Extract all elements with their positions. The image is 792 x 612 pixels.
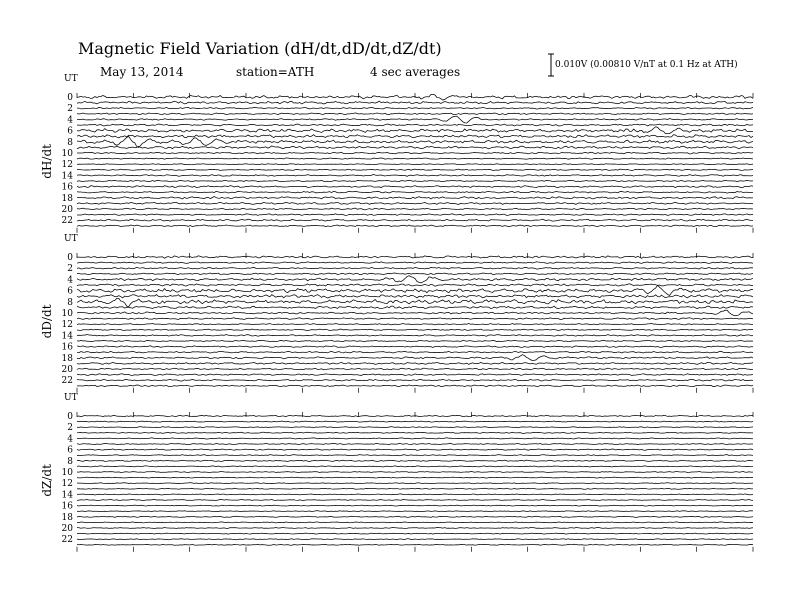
hour-trace-13 (77, 488, 753, 489)
hour-trace-8 (77, 460, 753, 461)
hour-trace-20 (77, 208, 753, 210)
hour-tick-label: 20 (61, 205, 73, 215)
hour-trace-1 (77, 262, 753, 264)
hour-trace-7 (77, 455, 753, 456)
hour-tick-label: 22 (61, 535, 73, 546)
panel-0 (40, 74, 753, 233)
station-label: station=ATH (236, 65, 315, 79)
hour-trace-17 (77, 511, 753, 512)
hour-trace-21 (77, 374, 753, 376)
hour-trace-13 (77, 329, 753, 330)
hour-trace-5 (77, 284, 753, 287)
hour-trace-4 (77, 276, 753, 283)
hour-trace-20 (77, 527, 753, 528)
hour-trace-17 (77, 191, 753, 193)
scale-note: 0.010V (0.00810 V/nT at 0.1 Hz at ATH) (555, 60, 738, 70)
hour-tick-label: 6 (67, 126, 73, 137)
hour-tick-label: 0 (67, 412, 73, 422)
hour-trace-12 (77, 324, 753, 325)
hour-trace-22 (77, 539, 753, 540)
hour-trace-6 (77, 285, 753, 295)
component-label: dZ/dt (40, 464, 54, 497)
hour-trace-16 (77, 346, 753, 348)
hour-trace-2 (77, 267, 753, 269)
panel-2 (40, 393, 753, 552)
hour-tick-label: 8 (67, 137, 73, 148)
hour-trace-21 (77, 214, 753, 216)
hour-tick-label: 14 (61, 331, 73, 342)
hour-tick-label: 20 (61, 524, 73, 534)
hour-tick-label: 8 (67, 297, 73, 308)
hour-tick-label: 14 (61, 490, 73, 501)
hour-tick-label: 18 (61, 193, 73, 204)
hour-tick-label: 6 (67, 286, 73, 297)
hour-trace-12 (77, 164, 753, 165)
hour-tick-label: 14 (61, 171, 73, 182)
hour-trace-18 (77, 197, 753, 199)
hour-trace-15 (77, 180, 753, 181)
hour-trace-23 (77, 225, 753, 227)
hour-trace-19 (77, 202, 753, 204)
hour-trace-3 (77, 113, 753, 115)
hour-tick-label: 2 (67, 264, 73, 275)
hour-tick-label: 16 (61, 182, 73, 193)
hour-trace-19 (77, 362, 753, 364)
hour-tick-label: 2 (67, 104, 73, 115)
hour-trace-13 (77, 169, 753, 170)
hour-trace-10 (77, 152, 753, 154)
ut-label: UT (64, 74, 78, 84)
hour-trace-1 (77, 421, 753, 422)
date-label: May 13, 2014 (100, 65, 184, 79)
hour-tick-label: 2 (67, 423, 73, 434)
hour-trace-8 (77, 137, 753, 148)
component-label: dH/dt (40, 144, 54, 179)
hour-trace-9 (77, 146, 753, 149)
hour-tick-label: 4 (67, 115, 73, 126)
hour-tick-label: 0 (67, 93, 73, 103)
hour-trace-2 (77, 427, 753, 428)
scale-bar (548, 54, 554, 76)
hour-trace-4 (77, 438, 753, 439)
hour-trace-7 (77, 135, 753, 138)
averaging-label: 4 sec averages (370, 65, 461, 79)
hour-tick-label: 6 (67, 445, 73, 456)
hour-trace-14 (77, 494, 753, 495)
hour-trace-11 (77, 318, 753, 320)
chart-title: Magnetic Field Variation (dH/dt,dD/dt,dZ/dt) (78, 39, 442, 58)
hour-trace-22 (77, 379, 753, 381)
hour-trace-14 (77, 174, 753, 176)
hour-trace-16 (77, 505, 753, 506)
hour-tick-label: 16 (61, 342, 73, 353)
hour-tick-label: 12 (61, 479, 73, 490)
hour-trace-4 (77, 116, 753, 123)
hour-trace-9 (77, 306, 753, 308)
hour-trace-7 (77, 295, 753, 298)
hour-trace-10 (77, 471, 753, 472)
hour-trace-15 (77, 500, 753, 501)
hour-trace-2 (77, 107, 753, 109)
hour-tick-label: 8 (67, 456, 73, 467)
hour-tick-label: 4 (67, 434, 73, 445)
hour-trace-8 (77, 298, 753, 306)
hour-trace-23 (77, 385, 753, 387)
hour-trace-1 (77, 101, 753, 104)
hour-trace-10 (77, 310, 753, 316)
hour-tick-label: 22 (61, 216, 73, 227)
hour-trace-12 (77, 483, 753, 484)
hour-tick-label: 10 (61, 468, 73, 478)
hour-tick-label: 22 (61, 376, 73, 387)
hour-trace-21 (77, 533, 753, 534)
hour-trace-15 (77, 340, 753, 341)
hour-trace-18 (77, 516, 753, 517)
hour-trace-16 (77, 186, 753, 188)
hour-trace-5 (77, 124, 753, 126)
hour-trace-11 (77, 477, 753, 478)
hour-tick-label: 4 (67, 275, 73, 286)
hour-trace-6 (77, 127, 753, 134)
hour-trace-3 (77, 273, 753, 275)
hour-trace-20 (77, 368, 753, 370)
hour-tick-label: 16 (61, 501, 73, 512)
component-label: dD/dt (40, 304, 54, 339)
hour-trace-22 (77, 219, 753, 221)
hour-trace-11 (77, 158, 753, 159)
hour-tick-label: 12 (61, 160, 73, 171)
hour-trace-14 (77, 335, 753, 337)
hour-tick-label: 18 (61, 512, 73, 523)
hour-trace-23 (77, 544, 753, 545)
hour-trace-18 (77, 355, 753, 361)
panel-1 (40, 234, 753, 393)
hour-tick-label: 0 (67, 253, 73, 263)
hour-tick-label: 18 (61, 353, 73, 364)
hour-trace-3 (77, 432, 753, 433)
hour-trace-5 (77, 443, 753, 444)
ut-label: UT (64, 393, 78, 403)
hour-tick-label: 12 (61, 320, 73, 331)
hour-trace-17 (77, 351, 753, 353)
hour-tick-label: 20 (61, 365, 73, 375)
hour-trace-9 (77, 466, 753, 467)
hour-trace-19 (77, 522, 753, 523)
ut-label: UT (64, 234, 78, 244)
hour-trace-6 (77, 449, 753, 450)
hour-tick-label: 10 (61, 309, 73, 319)
hour-tick-label: 10 (61, 149, 73, 159)
